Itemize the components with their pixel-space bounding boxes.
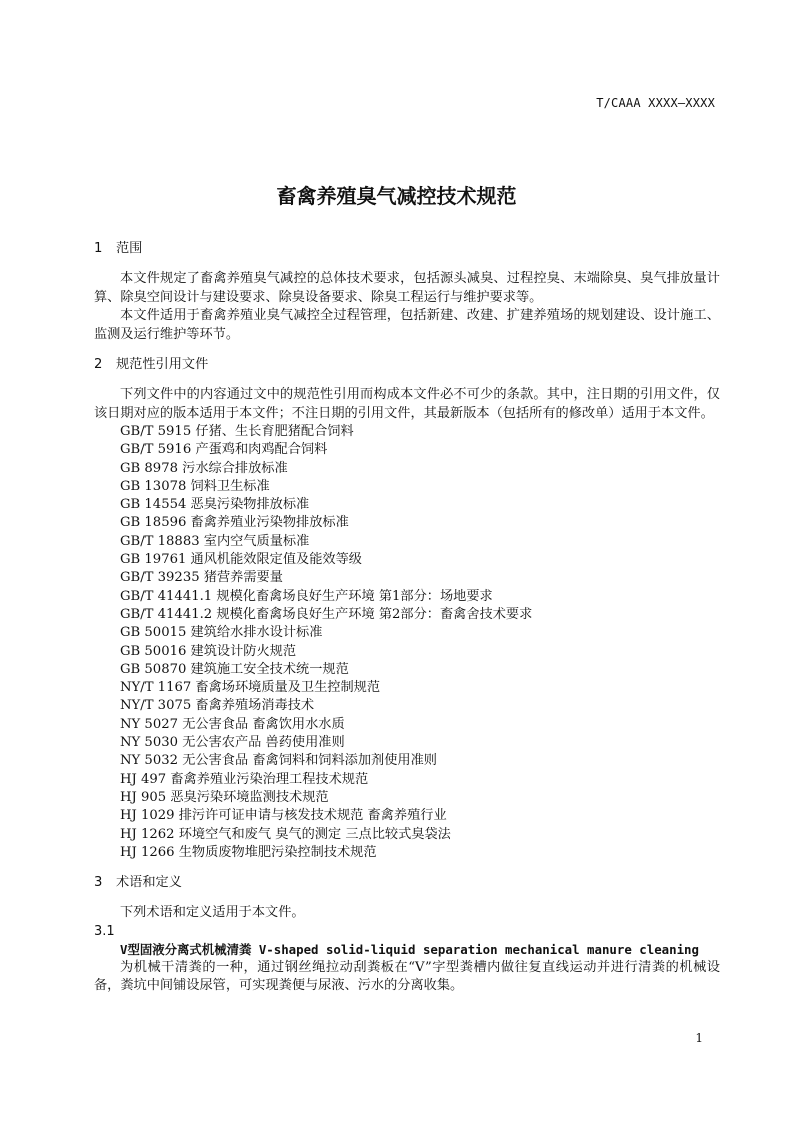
- reference-item: GB/T 41441.1 规模化畜禽场良好生产环境 第1部分：场地要求: [120, 588, 493, 604]
- reference-item: GB 18596 畜禽养殖业污染物排放标准: [120, 515, 349, 531]
- reference-item: HJ 1029 排污许可证申请与核发技术规范 畜禽养殖行业: [120, 808, 447, 824]
- reference-item: NY 5030 无公害农产品 兽药使用准则: [120, 735, 345, 751]
- reference-item: GB 14554 恶臭污染物排放标准: [120, 497, 310, 513]
- section-heading-normative-references: [94, 356, 720, 374]
- reference-item: NY/T 1167 畜禽场环境质量及卫生控制规范: [120, 680, 381, 696]
- scope-paragraph-2: 本文件适用于畜禽养殖业臭气减控全过程管理，包括新建、改建、扩建养殖场的规划建设、设计施工、监测及运行维护等环节。: [94, 308, 720, 342]
- reference-item: GB 13078 饲料卫生标准: [120, 478, 270, 494]
- reference-item: NY 5027 无公害食品 畜禽饮用水水质: [120, 716, 345, 732]
- document-body: [94, 240, 720, 996]
- reference-list: [94, 423, 720, 862]
- reference-item: GB/T 18883 室内空气质量标准: [120, 533, 310, 549]
- section-title: 术语和定义: [116, 875, 182, 891]
- reference-item: NY 5032 无公害食品 畜禽饲料和饲料添加剂使用准则: [120, 753, 437, 769]
- section-number: 1: [94, 241, 103, 256]
- reference-item: GB/T 41441.2 规模化畜禽场良好生产环境 第2部分：畜禽舍技术要求: [120, 606, 533, 622]
- reference-item: HJ 905 恶臭污染环境监测技术规范: [120, 789, 329, 805]
- reference-item: GB/T 39235 猪营养需要量: [120, 570, 283, 586]
- section-heading-terms: [94, 874, 720, 892]
- terms-intro: 下列术语和定义适用于本文件。: [120, 905, 305, 921]
- reference-item: NY/T 3075 畜禽养殖场消毒技术: [120, 698, 315, 714]
- reference-item: HJ 497 畜禽养殖业污染治理工程技术规范: [120, 771, 369, 787]
- term-number: 3.1: [94, 923, 115, 939]
- section-title: 规范性引用文件: [116, 357, 209, 372]
- section-number: 2: [94, 357, 103, 372]
- reference-item: HJ 1262 环境空气和废气 臭气的测定 三点比较式臭袋法: [120, 826, 451, 842]
- section-number: 3: [94, 875, 103, 891]
- reference-item: GB/T 5915 仔猪、生长育肥猪配合饲料: [120, 424, 354, 439]
- reference-item: GB 50015 建筑给水排水设计标准: [120, 625, 323, 641]
- reference-item: GB 8978 污水综合排放标准: [120, 460, 288, 476]
- reference-item: GB 50870 建筑施工安全技术统一规范: [120, 661, 349, 677]
- page-number: 1: [695, 1031, 703, 1045]
- reference-item: GB 50016 建筑设计防火规范: [120, 643, 297, 659]
- term-title: V型固液分离式机械清粪 V-shaped solid-liquid separation mechanical manure cleaning: [120, 941, 699, 957]
- term-definition: 为机械干清粪的一种，通过钢丝绳拉动刮粪板在“V”字型粪槽内做往复直线运动并进行清粪的机械设备，粪坑中间铺设尿管，可实现粪便与尿液、污水的分离收集。: [94, 959, 720, 994]
- reference-item: GB/T 5916 产蛋鸡和肉鸡配合饲料: [120, 442, 328, 458]
- document-title: 畜禽养殖臭气减控技术规范: [276, 184, 517, 208]
- section-title: 范围: [116, 241, 143, 256]
- reference-item: GB 19761 通风机能效限定值及能效等级: [120, 552, 362, 568]
- scope-paragraph-1: 本文件规定了畜禽养殖臭气减控的总体技术要求，包括源头减臭、过程控臭、末端除臭、臭气排放量计算、除臭空间设计与建设要求、除臭设备要求、除臭工程运行与维护要求等。: [94, 271, 720, 305]
- references-intro: 下列文件中的内容通过文中的规范性引用而构成本文件必不可少的条款。其中，注日期的引用文件，仅该日期对应的版本适用于本文件；不注日期的引用文件，其最新版本（包括所有的修改单）适用于本文件。: [94, 387, 720, 421]
- reference-item: HJ 1266 生物质废物堆肥污染控制技术规范: [120, 844, 377, 860]
- section-heading-scope: [94, 240, 720, 258]
- document-code: T/CAAA XXXX—XXXX: [596, 96, 715, 110]
